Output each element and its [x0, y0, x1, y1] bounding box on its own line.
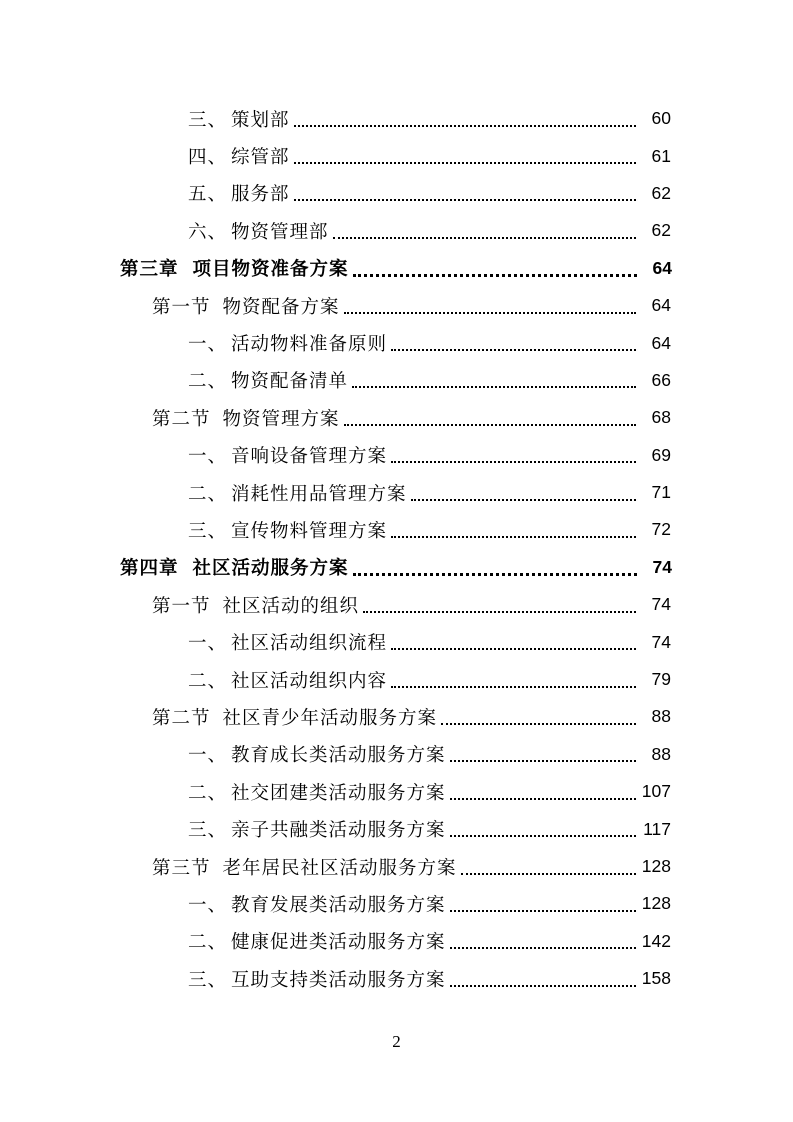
toc-node-entry[interactable] — [0, 399, 793, 436]
toc-entry-number: 五、 — [188, 184, 228, 206]
toc-entry-title: 亲子共融类活动服务方案 — [231, 820, 446, 842]
toc-chapter-entry[interactable] — [0, 250, 793, 287]
toc-entry[interactable] — [0, 324, 793, 361]
toc-entry-number: 三、 — [188, 969, 228, 991]
toc-entry-title: 社区活动组织流程 — [231, 633, 388, 655]
dot-leader — [450, 780, 636, 800]
toc-entry[interactable] — [0, 885, 793, 922]
toc-entry-page: 74 — [651, 631, 671, 652]
toc-entry-title: 宣传物料管理方案 — [231, 520, 388, 542]
dot-leader — [391, 443, 636, 463]
toc-entry[interactable] — [0, 437, 793, 474]
toc-entry[interactable] — [0, 923, 793, 960]
toc-entry-page: 64 — [651, 332, 671, 353]
toc-entry-number: 二、 — [188, 670, 228, 692]
toc-entry-number: 四、 — [188, 147, 228, 169]
toc-entry-title: 物资配备方案 — [222, 296, 340, 318]
toc-entry-number: 二、 — [188, 782, 228, 804]
toc-entry-page: 71 — [651, 482, 671, 503]
toc-node-entry[interactable] — [0, 848, 793, 885]
dot-leader — [461, 855, 636, 875]
toc-entry-title: 项目物资准备方案 — [192, 259, 349, 281]
toc-entry-number: 第二节 — [152, 408, 211, 430]
dot-leader — [391, 630, 636, 650]
toc-entry-title: 服务部 — [231, 184, 290, 206]
dot-leader — [391, 668, 636, 688]
toc-entry-title: 教育发展类活动服务方案 — [231, 894, 446, 916]
toc-entry[interactable] — [0, 474, 793, 511]
toc-entry-number: 三、 — [188, 109, 228, 131]
toc-entry-number: 六、 — [188, 221, 228, 243]
dot-leader — [333, 219, 636, 239]
toc-entry-title: 物资配备清单 — [231, 371, 349, 393]
toc-entry-title: 社区活动的组织 — [222, 595, 360, 617]
toc-entry-page: 128 — [641, 893, 671, 914]
toc-entry-page: 69 — [651, 444, 671, 465]
toc-entry-title: 综管部 — [231, 147, 290, 169]
toc-entry-title: 策划部 — [231, 109, 290, 131]
toc-entry-number: 二、 — [188, 371, 228, 393]
toc-entry[interactable] — [0, 960, 793, 997]
toc-entry[interactable] — [0, 773, 793, 810]
toc-entry-number: 一、 — [188, 334, 228, 356]
table-of-contents — [0, 100, 793, 997]
toc-entry-number: 一、 — [188, 446, 228, 468]
toc-entry-title: 社区活动组织内容 — [231, 670, 388, 692]
toc-entry-number: 第一节 — [152, 296, 211, 318]
toc-entry-number: 第三节 — [152, 857, 211, 879]
dot-leader — [294, 144, 636, 164]
toc-entry-number: 三、 — [188, 520, 228, 542]
dot-leader — [294, 181, 636, 201]
toc-entry-number: 二、 — [188, 483, 228, 505]
toc-entry-title: 社区活动服务方案 — [192, 558, 349, 580]
toc-entry-title: 老年居民社区活动服务方案 — [222, 857, 457, 879]
dot-leader — [450, 742, 636, 762]
toc-entry-title: 社区青少年活动服务方案 — [222, 707, 438, 729]
dot-leader — [344, 406, 636, 426]
page-number: 2 — [392, 1032, 401, 1051]
toc-entry-page: 142 — [641, 930, 671, 951]
toc-entry-page: 158 — [641, 968, 671, 989]
toc-entry-page: 60 — [651, 108, 671, 129]
toc-node-entry[interactable] — [0, 287, 793, 324]
toc-entry-page: 128 — [641, 856, 671, 876]
toc-entry-page: 117 — [643, 818, 671, 839]
toc-entry[interactable] — [0, 362, 793, 399]
toc-entry-page: 68 — [651, 407, 671, 428]
toc-entry-title: 教育成长类活动服务方案 — [231, 745, 446, 767]
toc-entry[interactable] — [0, 511, 793, 548]
toc-entry-title: 音响设备管理方案 — [231, 446, 388, 468]
toc-entry-number: 第二节 — [152, 707, 211, 729]
dot-leader — [353, 256, 637, 277]
toc-entry-page: 72 — [651, 519, 671, 540]
toc-entry[interactable] — [0, 623, 793, 660]
dot-leader — [450, 967, 636, 987]
dot-leader — [441, 705, 636, 725]
toc-entry-page: 66 — [651, 369, 671, 390]
toc-entry-page: 62 — [651, 182, 671, 203]
toc-entry-number: 第四章 — [120, 558, 179, 580]
toc-entry-page: 64 — [652, 257, 672, 278]
toc-entry-number: 一、 — [188, 633, 228, 655]
dot-leader — [391, 331, 636, 351]
dot-leader — [450, 817, 636, 837]
dot-leader — [450, 929, 636, 949]
toc-entry[interactable] — [0, 212, 793, 249]
toc-entry-number: 二、 — [188, 932, 228, 954]
toc-entry[interactable] — [0, 661, 793, 698]
toc-entry-title: 物资管理部 — [231, 221, 329, 243]
dot-leader — [294, 107, 636, 127]
toc-entry[interactable] — [0, 736, 793, 773]
dot-leader — [450, 892, 636, 912]
dot-leader — [352, 368, 636, 388]
toc-entry-title: 活动物料准备原则 — [231, 334, 388, 356]
toc-entry-title: 互助支持类活动服务方案 — [231, 969, 446, 991]
toc-entry-page: 64 — [651, 295, 671, 316]
dot-leader — [411, 481, 636, 501]
toc-node-entry[interactable] — [0, 698, 793, 735]
dot-leader — [391, 518, 636, 538]
toc-entry-title: 社交团建类活动服务方案 — [231, 782, 446, 804]
dot-leader — [363, 593, 636, 613]
toc-entry-number: 一、 — [188, 745, 228, 767]
toc-entry-page: 79 — [651, 669, 671, 690]
toc-entry[interactable] — [0, 175, 793, 212]
toc-entry-page: 88 — [651, 743, 671, 764]
toc-entry-number: 三、 — [188, 820, 228, 842]
toc-entry-title: 消耗性用品管理方案 — [231, 483, 407, 505]
toc-node-entry[interactable] — [0, 586, 793, 623]
toc-entry-page: 88 — [651, 706, 671, 727]
toc-entry[interactable] — [0, 810, 793, 847]
toc-entry-page: 62 — [651, 220, 671, 241]
toc-entry-page: 74 — [651, 594, 671, 615]
toc-entry-number: 第一节 — [152, 595, 211, 617]
toc-entry-page: 107 — [641, 781, 671, 802]
toc-entry[interactable] — [0, 100, 793, 137]
toc-entry-title: 物资管理方案 — [222, 408, 340, 430]
toc-entry-number: 第三章 — [120, 259, 179, 281]
toc-entry-page: 61 — [651, 145, 671, 166]
toc-entry-number: 一、 — [188, 894, 228, 916]
dot-leader — [344, 294, 636, 314]
toc-entry-page: 74 — [652, 556, 672, 577]
dot-leader — [353, 555, 637, 576]
toc-chapter-entry[interactable] — [0, 549, 793, 586]
toc-entry-title: 健康促进类活动服务方案 — [231, 932, 446, 954]
toc-entry[interactable] — [0, 137, 793, 174]
